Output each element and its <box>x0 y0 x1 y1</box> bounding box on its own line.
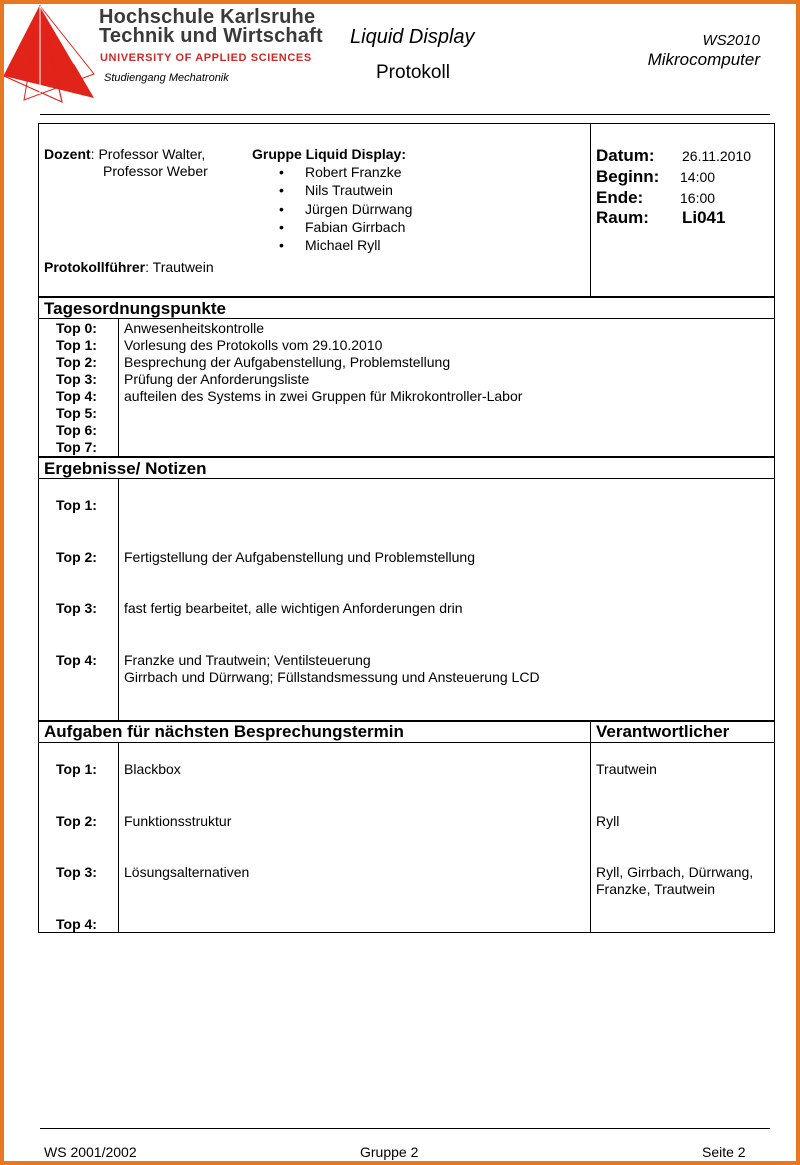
task-2-responsible: Ryll <box>596 813 620 829</box>
results-label-1: Top 1: <box>56 497 97 513</box>
agenda-item-4: aufteilen des Systems in zwei Gruppen für Mikrokontroller-Labor <box>124 388 523 404</box>
tasks-column-divider <box>118 742 119 933</box>
agenda-label-3: Top 3: <box>56 371 97 387</box>
header-divider <box>40 114 770 115</box>
tasks-label-3: Top 3: <box>56 864 97 880</box>
member-3: • Jürgen Dürrwang <box>305 201 412 217</box>
task-3: Lösungsalternativen <box>124 864 250 880</box>
results-item-4-line2: Girrbach und Dürrwang; Füllstandsmessung und Ansteuerung LCD <box>124 669 540 685</box>
task-3-responsible-line2: Franzke, Trautwein <box>596 881 716 897</box>
responsible-title: Verantwortlicher <box>596 722 730 741</box>
agenda-item-3: Prüfung der Anforderungsliste <box>124 371 310 387</box>
agenda-label-6: Top 6: <box>56 422 97 438</box>
task-1-responsible: Trautwein <box>596 761 657 777</box>
task-1: Blackbox <box>124 761 181 777</box>
document-title: Liquid Display <box>350 26 475 48</box>
date-label: Datum: <box>596 146 655 165</box>
lecturer-label: Dozent <box>44 146 91 162</box>
minute-taker-name: Trautwein <box>152 259 214 275</box>
member-4: • Fabian Girrbach <box>305 219 405 235</box>
date-value: 26.11.2010 <box>682 148 752 164</box>
tasks-label-4: Top 4: <box>56 916 97 932</box>
university-logo-icon <box>4 4 96 104</box>
results-item-2: Fertigstellung der Aufgabenstellung und Problemstellung <box>124 549 476 565</box>
begin-label: Beginn: <box>596 167 660 186</box>
institution-name-line2: Technik und Wirtschaft <box>99 25 323 47</box>
end-value: 16:00 <box>680 190 716 206</box>
results-column-divider <box>118 478 119 721</box>
room-label: Raum: <box>596 208 649 227</box>
agenda-label-2: Top 2: <box>56 354 97 370</box>
results-label-4: Top 4: <box>56 652 97 668</box>
institution-tagline: UNIVERSITY OF APPLIED SCIENCES <box>100 52 312 64</box>
end-label: Ende: <box>596 188 644 207</box>
agenda-label-0: Top 0: <box>56 320 97 336</box>
results-item-3: fast fertig bearbeitet, alle wichtigen Anforderungen drin <box>124 600 463 616</box>
agenda-label-7: Top 7: <box>56 439 97 455</box>
member-5: • Michael Ryll <box>305 237 380 253</box>
agenda-title-divider <box>38 318 775 319</box>
minute-taker-label: Protokollführer <box>44 259 146 275</box>
results-label-3: Top 3: <box>56 600 97 616</box>
minute-taker-row: Protokollführer: Trautwein <box>44 259 214 275</box>
footer-semester: WS 2001/2002 <box>44 1144 137 1160</box>
results-title-divider <box>38 478 775 479</box>
task-3-responsible-line1: Ryll, Girrbach, Dürrwang, <box>596 864 754 880</box>
agenda-item-1: Vorlesung des Protokolls vom 29.10.2010 <box>124 337 383 353</box>
course-name: Mikrocomputer <box>647 50 760 69</box>
begin-value: 14:00 <box>680 169 716 185</box>
agenda-label-4: Top 4: <box>56 388 97 404</box>
agenda-label-5: Top 5: <box>56 405 97 421</box>
footer-divider <box>40 1128 770 1129</box>
group-label: Gruppe Liquid Display: <box>252 146 407 162</box>
member-2: • Nils Trautwein <box>305 182 393 198</box>
tasks-label-2: Top 2: <box>56 813 97 829</box>
results-label-2: Top 2: <box>56 549 97 565</box>
tasks-responsible-divider <box>590 721 591 933</box>
agenda-item-0: Anwesenheitskontrolle <box>124 320 265 336</box>
task-2: Funktionsstruktur <box>124 813 232 829</box>
agenda-title: Tagesordnungspunkte <box>44 299 226 318</box>
results-title: Ergebnisse/ Notizen <box>44 459 207 478</box>
info-divider <box>590 123 591 297</box>
room-value: Li041 <box>682 208 726 227</box>
agenda-column-divider <box>118 318 119 457</box>
agenda-label-1: Top 1: <box>56 337 97 353</box>
member-1: • Robert Franzke <box>305 164 401 180</box>
tasks-title: Aufgaben für nächsten Besprechungstermin <box>44 722 404 741</box>
results-item-4-line1: Franzke und Trautwein; Ventilsteuerung <box>124 652 371 668</box>
lecturer-row: Dozent: Professor Walter, <box>44 146 206 162</box>
lecturer-2: Professor Weber <box>103 163 208 179</box>
tasks-title-divider <box>38 742 775 743</box>
semester: WS2010 <box>702 32 760 49</box>
footer-group: Gruppe 2 <box>360 1144 419 1160</box>
institution-name-line1: Hochschule Karlsruhe <box>99 6 316 28</box>
footer-page-number: Seite 2 <box>702 1144 746 1160</box>
program-name: Studiengang Mechatronik <box>104 72 229 84</box>
document-subtitle: Protokoll <box>376 62 450 83</box>
agenda-item-2: Besprechung der Aufgabenstellung, Problemstellung <box>124 354 451 370</box>
tasks-label-1: Top 1: <box>56 761 97 777</box>
lecturer-1: Professor Walter, <box>98 146 206 162</box>
